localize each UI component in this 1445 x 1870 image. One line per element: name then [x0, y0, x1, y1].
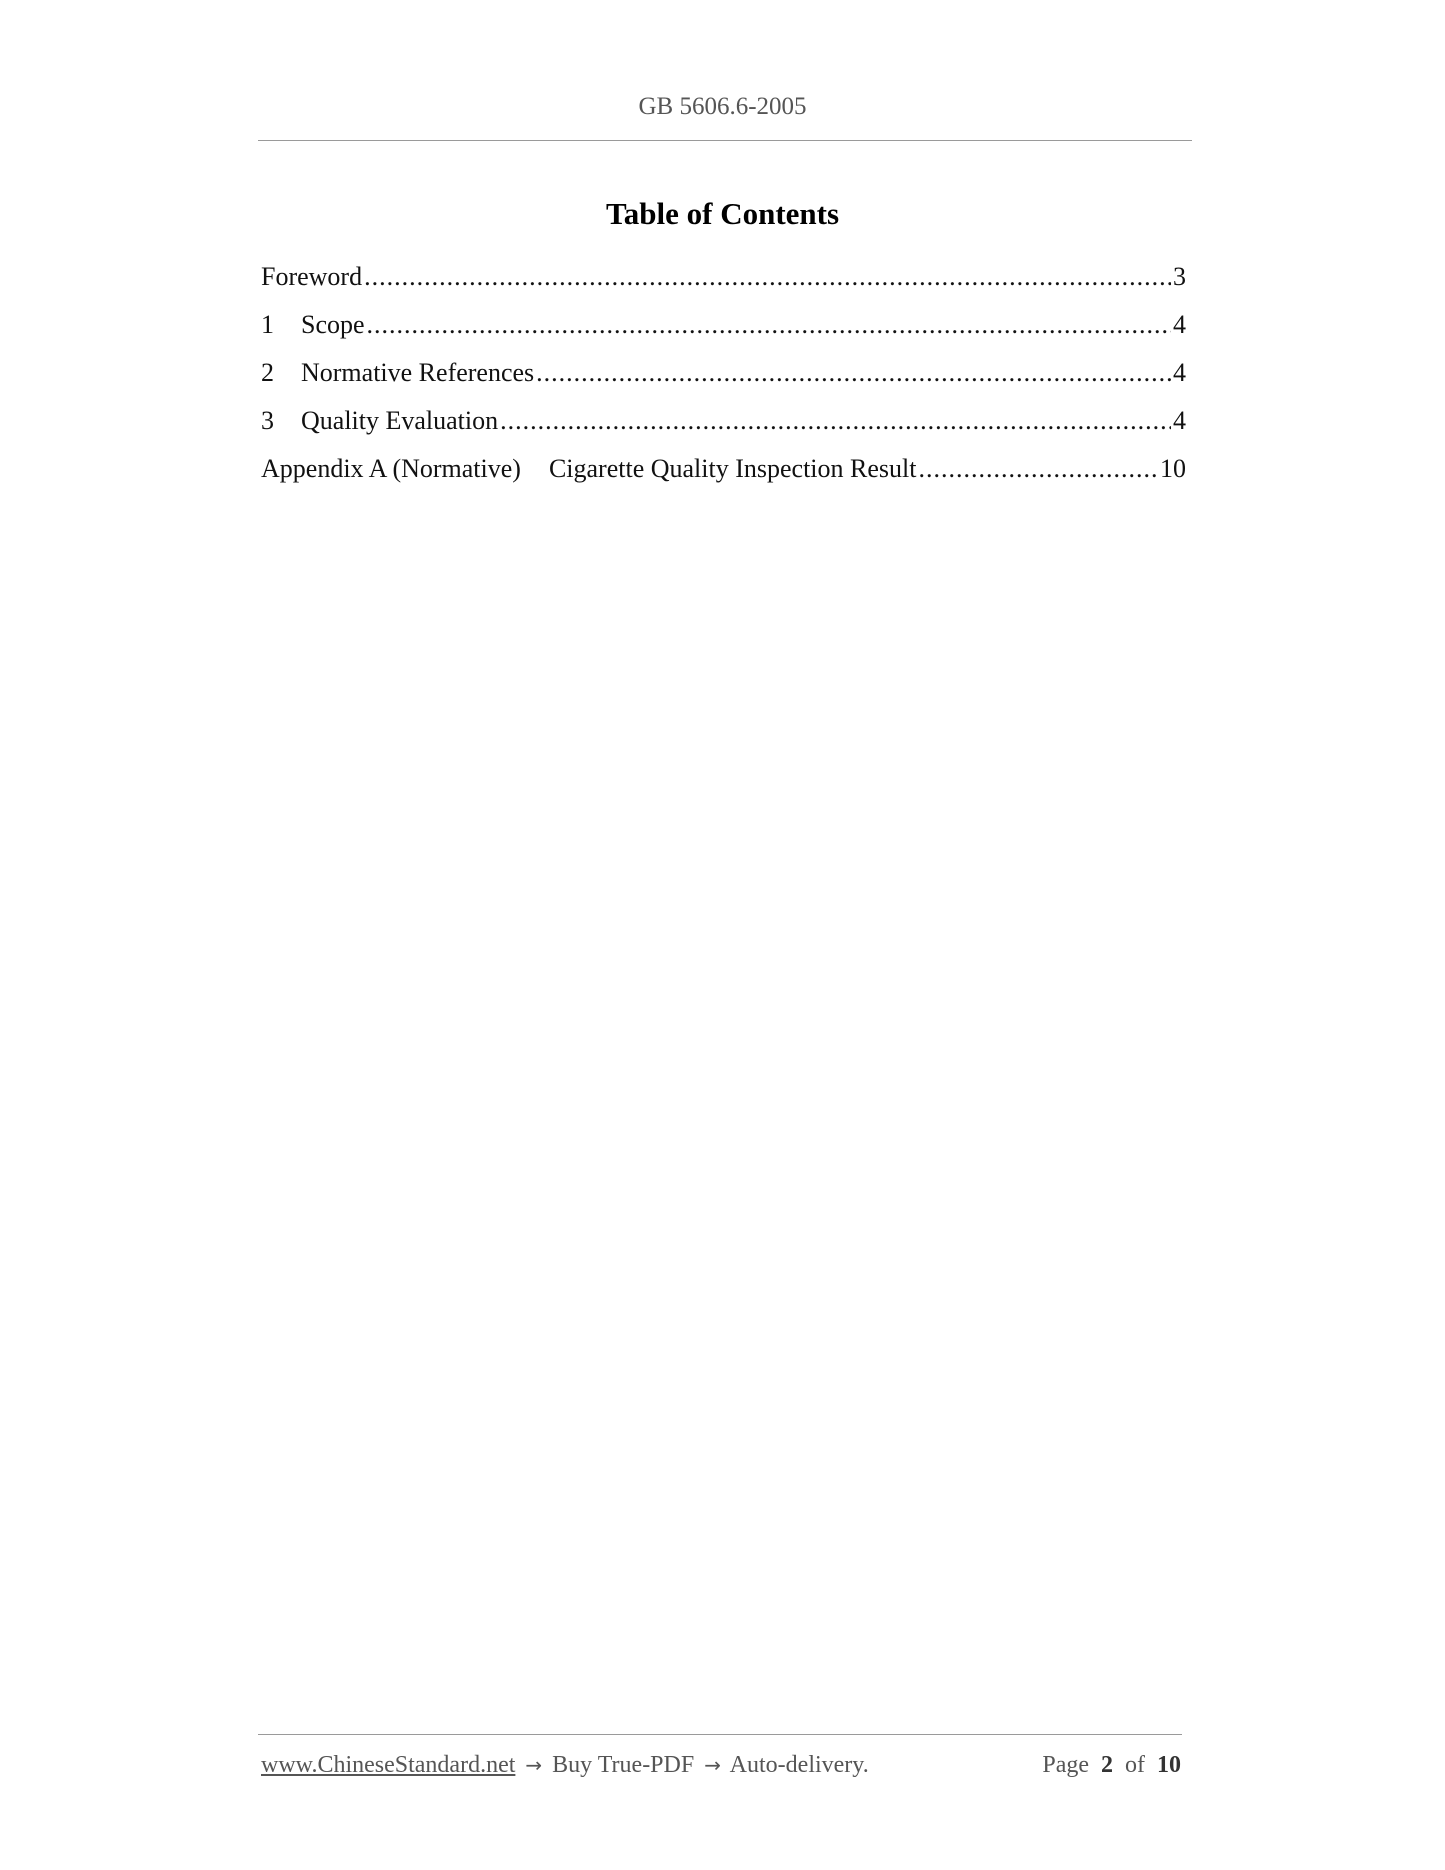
of-label: of	[1125, 1752, 1145, 1778]
toc-dot-leader	[364, 262, 1171, 292]
right-arrow-icon: →	[704, 1753, 721, 1777]
toc-heading: Table of Contents	[605, 196, 840, 231]
toc-entry-appendix-a[interactable]	[261, 454, 1186, 502]
toc-entry-foreword[interactable]	[261, 262, 1186, 310]
footer-delivery-step: Auto-delivery.	[729, 1752, 869, 1778]
current-page-number: 2	[1101, 1752, 1113, 1778]
toc-entry-page: 4	[1173, 310, 1186, 339]
site-link[interactable]: www.ChineseStandard.net	[261, 1752, 516, 1778]
toc-entry-quality-evaluation[interactable]	[261, 406, 1186, 454]
toc-entry-title: Appendix A (Normative)	[261, 454, 521, 483]
toc-entry-number: 2	[261, 358, 274, 387]
right-arrow-icon: →	[525, 1753, 543, 1777]
toc-entry-page: 4	[1173, 406, 1186, 435]
page-number	[1042, 1752, 1181, 1779]
total-pages-number: 10	[1157, 1752, 1181, 1778]
footer-purchase-info	[261, 1752, 869, 1779]
page-label: Page	[1042, 1752, 1089, 1778]
toc-entry-title: Normative References	[301, 358, 535, 387]
header-divider	[258, 140, 1192, 141]
toc-entry-page: 10	[1160, 454, 1186, 483]
toc-entry-subtitle: Cigarette Quality Inspection Result	[548, 454, 917, 483]
toc-entry-title: Foreword	[261, 262, 363, 291]
toc-dot-leader	[536, 358, 1171, 388]
toc-entry-title: Scope	[301, 310, 365, 339]
toc-entry-number: 3	[261, 406, 274, 435]
toc-entry-number: 1	[261, 310, 274, 339]
page-footer	[261, 1752, 1181, 1779]
toc-dot-leader	[500, 406, 1171, 436]
toc-dot-leader	[918, 454, 1158, 484]
toc-entry-title: Quality Evaluation	[301, 406, 499, 435]
toc-dot-leader	[367, 310, 1171, 340]
toc-entry-scope[interactable]	[261, 310, 1186, 358]
footer-divider	[258, 1734, 1182, 1735]
footer-buy-step: Buy True-PDF	[552, 1752, 695, 1778]
toc-entry-normative-references[interactable]	[261, 358, 1186, 406]
table-of-contents	[261, 262, 1186, 502]
header-standard-code: GB 5606.6-2005	[638, 93, 807, 120]
toc-entry-page: 4	[1173, 358, 1186, 387]
toc-entry-page: 3	[1173, 262, 1186, 291]
